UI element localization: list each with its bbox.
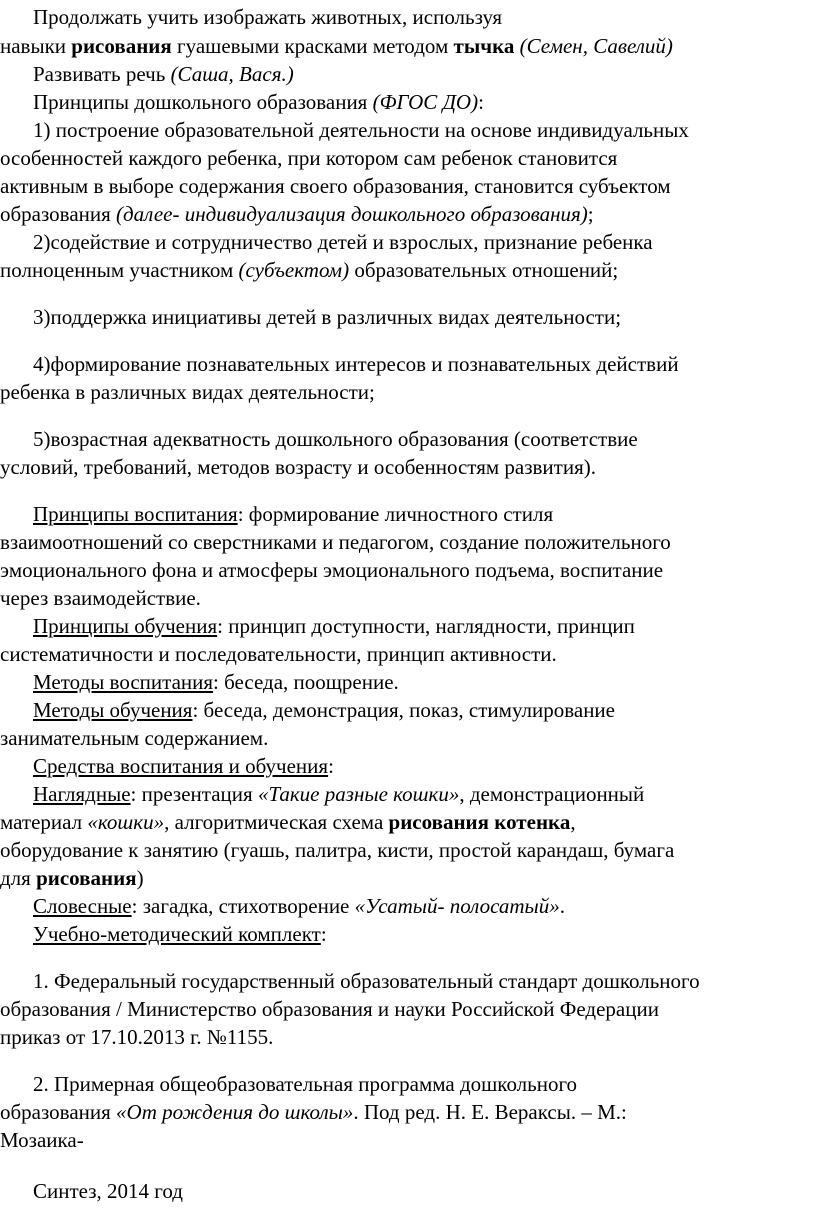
bold-text: рисования xyxy=(71,34,172,58)
text: : xyxy=(478,90,484,114)
text: образования xyxy=(0,1100,117,1124)
principle-5-line-1 xyxy=(33,425,638,453)
text: через взаимодействие. xyxy=(0,586,201,610)
principle-2-line-2 xyxy=(0,256,618,284)
text: . xyxy=(559,894,565,918)
speech-goal-line xyxy=(33,60,294,88)
text: образования xyxy=(0,202,117,226)
text: занимательным содержанием. xyxy=(0,726,269,750)
text: Продолжать учить изображать животных, используя xyxy=(33,5,503,29)
principle-4-line-2 xyxy=(0,378,375,406)
text: взаимоотношений со сверстниками и педагогом, создание положительного xyxy=(0,530,671,554)
methods-upbringing-line xyxy=(33,668,399,696)
text: особенностей каждого ребенка, при котором сам ребенок становится xyxy=(0,146,618,170)
reference-1-line-1 xyxy=(33,967,700,995)
text: : загадка, стихотворение xyxy=(131,894,355,918)
text: 2)содействие и сотрудничество детей и взрослых, признание ребенка xyxy=(33,230,653,254)
text: 1) построение образовательной деятельности на основе индивидуальных xyxy=(33,118,689,142)
text: приказ от 17.10.2013 г. №1155. xyxy=(0,1025,274,1049)
reference-1-line-2 xyxy=(0,995,659,1023)
principle-5-line-2 xyxy=(0,453,596,481)
text: , xyxy=(570,810,576,834)
text: систематичности и последовательности, принцип активности. xyxy=(0,642,557,666)
principles-heading-line xyxy=(33,88,484,116)
text: гуашевыми красками методом xyxy=(171,34,454,58)
text: материал xyxy=(0,810,88,834)
underlined-heading: Словесные xyxy=(33,894,132,918)
text: : беседа, демонстрация, показ, стимулирование xyxy=(192,698,615,722)
bold-text: рисования котенка xyxy=(388,810,571,834)
text: , демонстрационный xyxy=(459,782,645,806)
underlined-heading: Наглядные xyxy=(33,782,131,806)
text: 1. Федеральный государственный образовательный стандарт дошкольного xyxy=(33,969,700,993)
text: активным в выборе содержания своего образования, становится субъектом xyxy=(0,174,671,198)
italic-text: (ФГОС ДО) xyxy=(372,90,479,114)
text: ; xyxy=(587,202,594,226)
underlined-heading: Принципы воспитания xyxy=(33,502,238,526)
upbringing-line-3 xyxy=(0,556,663,584)
principle-2-line-1 xyxy=(33,228,653,256)
visual-line-3 xyxy=(0,836,674,864)
italic-text: «Усатый- полосатый» xyxy=(354,894,560,918)
methods-teaching-line-2 xyxy=(0,724,268,752)
goal-line-1 xyxy=(33,3,502,31)
text: : принцип доступности, наглядности, принцип xyxy=(217,614,635,638)
teaching-line-2 xyxy=(0,640,557,668)
text: : презентация xyxy=(130,782,258,806)
text: эмоционального фона и атмосферы эмоционального подъема, воспитание xyxy=(0,558,664,582)
underlined-heading: Методы воспитания xyxy=(33,670,214,694)
principle-1-line-1 xyxy=(33,116,689,144)
text: Мозаика- xyxy=(0,1128,84,1152)
text: : беседа, поощрение. xyxy=(213,670,399,694)
text: : формирование личностного стиля xyxy=(237,502,554,526)
goal-line-2 xyxy=(0,32,673,60)
principle-1-line-3 xyxy=(0,172,671,200)
bold-text: рисования xyxy=(36,866,137,890)
italic-text: «От рождения до школы» xyxy=(116,1100,354,1124)
italic-text: (далее- индивидуализация дошкольного образования) xyxy=(116,202,588,226)
text: : xyxy=(328,754,334,778)
methods-teaching-line-1 xyxy=(33,696,615,724)
principle-1-line-2 xyxy=(0,144,617,172)
text: условий, требований, методов возрасту и особенностям развития). xyxy=(0,455,596,479)
text: полноценным участником xyxy=(0,258,239,282)
reference-1-line-3 xyxy=(0,1023,273,1051)
principle-4-line-1 xyxy=(33,350,679,378)
text: Развивать речь xyxy=(33,62,171,86)
principle-3-line-1 xyxy=(33,303,621,331)
text: оборудование к занятию (гуашь, палитра, кисти, простой карандаш, бумага xyxy=(0,838,675,862)
visual-line-1 xyxy=(33,780,644,808)
bold-text: тычка xyxy=(453,34,515,58)
text: Синтез, 2014 год xyxy=(33,1179,183,1203)
underlined-heading: Методы обучения xyxy=(33,698,193,722)
reference-2-line-1 xyxy=(33,1070,577,1098)
text: 5)возрастная адекватность дошкольного образования (соответствие xyxy=(33,427,638,451)
upbringing-line-4 xyxy=(0,584,201,612)
kit-line xyxy=(33,920,327,948)
upbringing-line-2 xyxy=(0,528,671,556)
italic-text: (Семен, Савелий) xyxy=(519,34,673,58)
text: навыки xyxy=(0,34,72,58)
italic-text: «Такие разные кошки» xyxy=(257,782,460,806)
text: для xyxy=(0,866,37,890)
text: , алгоритмическая схема xyxy=(164,810,389,834)
text: Принципы дошкольного образования xyxy=(33,90,373,114)
text: 4)формирование познавательных интересов и познавательных действий xyxy=(33,352,679,376)
italic-text: «кошки» xyxy=(87,810,165,834)
text: ) xyxy=(136,866,144,890)
visual-line-4 xyxy=(0,864,144,892)
visual-line-2 xyxy=(0,808,576,836)
text: 2. Примерная общеобразовательная программа дошкольного xyxy=(33,1072,578,1096)
reference-3-line-1 xyxy=(33,1177,183,1205)
text: образовательных отношений; xyxy=(349,258,619,282)
teaching-line-1 xyxy=(33,612,635,640)
text: : xyxy=(320,922,327,946)
text: образования / Министерство образования и науки Российской Федерации xyxy=(0,997,659,1021)
verbal-line xyxy=(33,892,565,920)
reference-2-line-3 xyxy=(0,1126,84,1154)
means-line xyxy=(33,752,334,780)
underlined-heading: Принципы обучения xyxy=(33,614,218,638)
text: ребенка в различных видах деятельности; xyxy=(0,380,375,404)
principle-1-line-4 xyxy=(0,200,594,228)
text: 3)поддержка инициативы детей в различных видах деятельности; xyxy=(33,305,622,329)
reference-2-line-2 xyxy=(0,1098,627,1126)
italic-text: (Саша, Вася.) xyxy=(170,62,294,86)
italic-text: (субъектом) xyxy=(238,258,350,282)
text: . Под ред. Н. Е. Вераксы. – М.: xyxy=(353,1100,627,1124)
underlined-heading: Средства воспитания и обучения xyxy=(33,754,329,778)
underlined-heading: Учебно-методический комплект xyxy=(33,922,321,946)
upbringing-line-1 xyxy=(33,500,553,528)
